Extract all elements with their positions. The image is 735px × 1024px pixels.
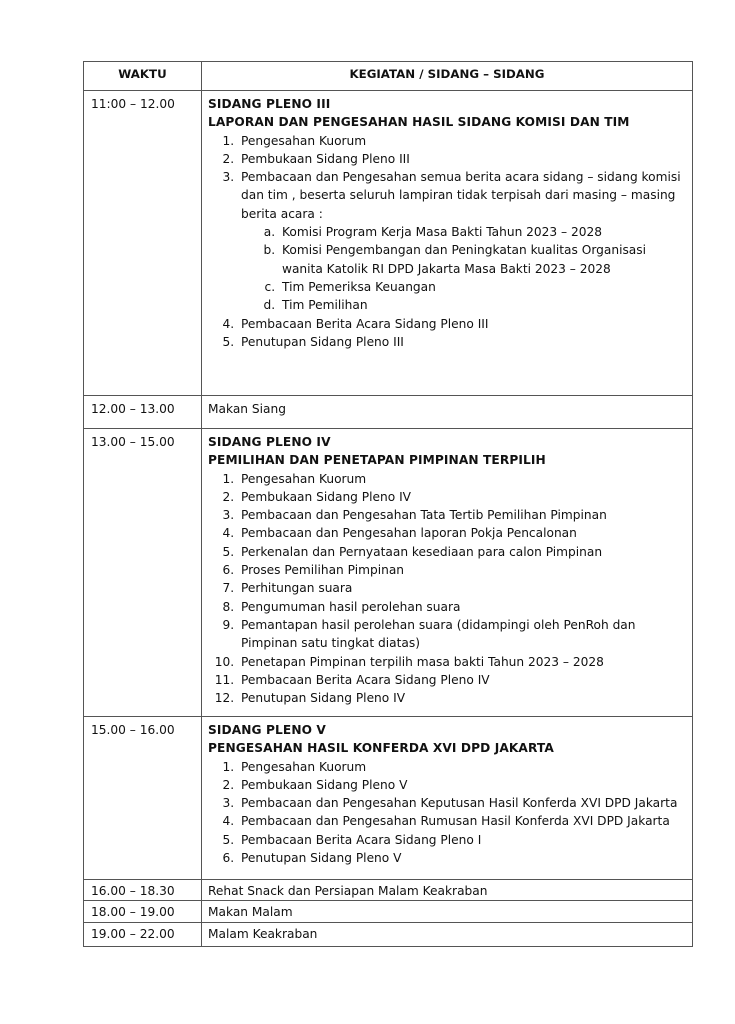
list-item: 11. Pembacaan Berita Acara Sidang Pleno IV	[238, 671, 688, 689]
time-cell: 16.00 – 18.30	[84, 880, 202, 901]
list-item: 1. Pengesahan Kuorum	[238, 132, 688, 150]
sub-list-item: b. Komisi Pengembangan dan Peningkatan kualitas Organisasi wanita Katolik RI DPD Jakarta Masa Bakti 2023 – 2028	[279, 241, 688, 278]
header-activity: KEGIATAN / SIDANG – SIDANG	[202, 62, 693, 91]
session-title: SIDANG PLENO III	[208, 97, 331, 111]
agenda-list	[208, 758, 688, 868]
sub-list-item: c. Tim Pemeriksa Keuangan	[279, 278, 688, 296]
list-item: 3. Pembacaan dan Pengesahan Keputusan Hasil Konferda XVI DPD Jakarta	[238, 794, 688, 812]
list-item: 6. Proses Pemilihan Pimpinan	[238, 561, 688, 579]
time-cell: 12.00 – 13.00	[84, 396, 202, 429]
time-cell: 13.00 – 15.00	[84, 429, 202, 717]
list-item: 12. Penutupan Sidang Pleno IV	[238, 689, 688, 707]
activity-cell	[202, 717, 693, 880]
activity-cell: Rehat Snack dan Persiapan Malam Keakraban	[202, 880, 693, 901]
table-row	[84, 396, 693, 429]
list-item: 10. Penetapan Pimpinan terpilih masa bakti Tahun 2023 – 2028	[238, 653, 688, 671]
activity-cell: Makan Malam	[202, 901, 693, 922]
session-subtitle: PEMILIHAN DAN PENETAPAN PIMPINAN TERPILIH	[208, 453, 546, 468]
time-cell: 15.00 – 16.00	[84, 717, 202, 880]
session-subtitle: LAPORAN DAN PENGESAHAN HASIL SIDANG KOMISI DAN TIM	[208, 115, 630, 130]
list-item: 5. Penutupan Sidang Pleno III	[238, 333, 688, 351]
table-row	[84, 922, 693, 946]
schedule-table	[83, 61, 693, 947]
table-row	[84, 91, 693, 396]
list-item: 5. Pembacaan Berita Acara Sidang Pleno I	[238, 831, 688, 849]
session-subtitle: PENGESAHAN HASIL KONFERDA XVI DPD JAKARTA	[208, 741, 554, 756]
list-item: 4. Pembacaan dan Pengesahan Rumusan Hasil Konferda XVI DPD Jakarta	[238, 812, 688, 830]
sub-agenda-list	[241, 223, 688, 314]
list-item: 9. Pemantapan hasil perolehan suara (didampingi oleh PenRoh dan Pimpinan satu tingkat diatas)	[238, 616, 688, 653]
header-row	[84, 62, 693, 91]
activity-cell: Makan Siang	[202, 396, 693, 429]
list-item: 5. Perkenalan dan Pernyataan kesediaan para calon Pimpinan	[238, 543, 688, 561]
list-item: 2. Pembukaan Sidang Pleno V	[238, 776, 688, 794]
table-row	[84, 901, 693, 922]
list-item: 6. Penutupan Sidang Pleno V	[238, 849, 688, 867]
list-item: 3. Pembacaan dan Pengesahan Tata Tertib Pemilihan Pimpinan	[238, 506, 688, 524]
time-cell: 19.00 – 22.00	[84, 922, 202, 946]
table-row	[84, 429, 693, 717]
session-title: SIDANG PLENO V	[208, 723, 326, 737]
list-item-text: Pembacaan dan Pengesahan semua berita acara sidang – sidang komisi dan tim , beserta seluruh lampiran tidak terpisah dari masing – masing berita acara :	[241, 170, 681, 221]
list-item: 2. Pembukaan Sidang Pleno IV	[238, 488, 688, 506]
list-item: 4. Pembacaan Berita Acara Sidang Pleno III	[238, 315, 688, 333]
list-item: 4. Pembacaan dan Pengesahan laporan Pokja Pencalonan	[238, 524, 688, 542]
table-row	[84, 717, 693, 880]
sub-list-item: a. Komisi Program Kerja Masa Bakti Tahun 2023 – 2028	[279, 223, 688, 241]
time-cell: 11:00 – 12.00	[84, 91, 202, 396]
session-title: SIDANG PLENO IV	[208, 435, 331, 449]
list-item: 7. Perhitungan suara	[238, 579, 688, 597]
header-time: WAKTU	[84, 62, 202, 91]
list-item: 1. Pengesahan Kuorum	[238, 758, 688, 776]
table-row	[84, 880, 693, 901]
agenda-list	[208, 470, 688, 708]
list-item: 2. Pembukaan Sidang Pleno III	[238, 150, 688, 168]
activity-cell	[202, 429, 693, 717]
sub-list-item: d. Tim Pemilihan	[279, 296, 688, 314]
time-cell: 18.00 – 19.00	[84, 901, 202, 922]
activity-cell	[202, 91, 693, 396]
list-item: 8. Pengumuman hasil perolehan suara	[238, 598, 688, 616]
agenda-list	[208, 132, 688, 352]
list-item	[238, 168, 688, 314]
list-item: 1. Pengesahan Kuorum	[238, 470, 688, 488]
activity-cell: Malam Keakraban	[202, 922, 693, 946]
